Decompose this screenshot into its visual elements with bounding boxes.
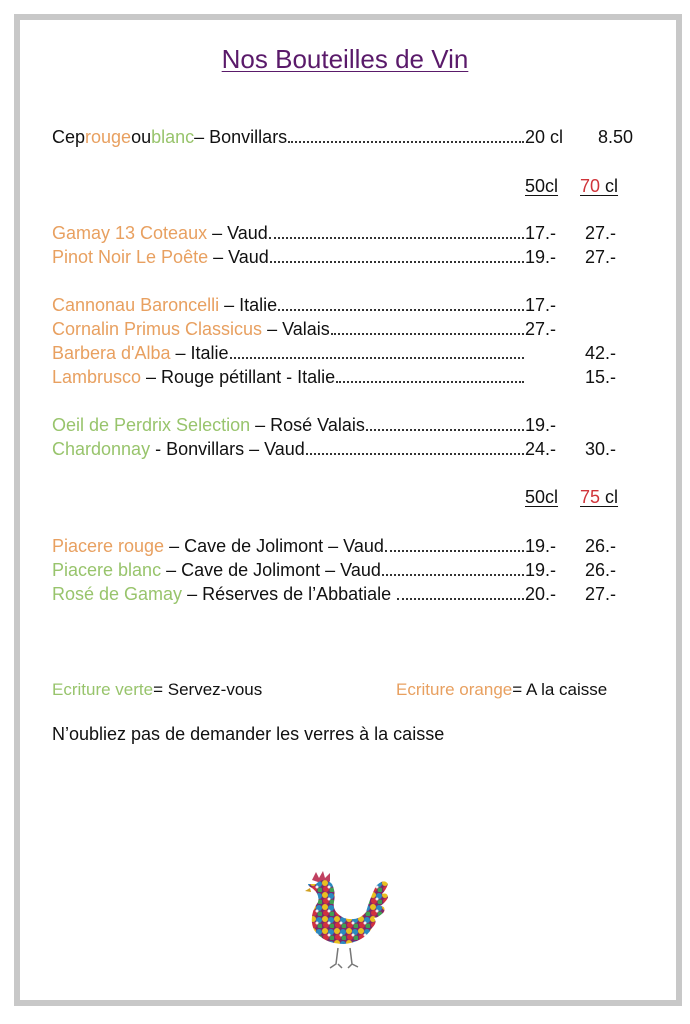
wine-row	[52, 535, 652, 557]
header-75-num: 75	[580, 487, 601, 507]
legend-orange	[396, 680, 607, 700]
price-large: 30.-	[585, 439, 617, 459]
wine-row	[52, 583, 652, 605]
cep-seg: rouge	[85, 127, 132, 147]
price-large: 27.-	[585, 223, 617, 243]
dotted-leader	[331, 318, 524, 335]
wine-label: Barbera d'Alba	[52, 343, 171, 363]
price-50cl: 17.-	[525, 223, 557, 243]
cep-seg: – Bonvillars	[194, 127, 288, 147]
wine-label: Piacere rouge	[52, 536, 165, 556]
price-50cl: 19.-	[525, 536, 557, 556]
wine-name	[52, 222, 524, 244]
price-large: 15.-	[585, 367, 617, 387]
dotted-leader	[270, 246, 524, 263]
page-title: Nos Bouteilles de Vin	[221, 44, 469, 74]
wine-origin: – Vaud	[208, 247, 269, 267]
wine-origin: – Cave de Jolimont – Vaud	[161, 560, 381, 580]
page-frame	[14, 14, 682, 1006]
wine-origin: – Valais	[262, 319, 330, 339]
wine-row	[52, 438, 652, 460]
dotted-leader	[382, 559, 524, 576]
price-large: 27.-	[585, 584, 617, 604]
dotted-leader	[397, 583, 524, 600]
header-70-num: 70	[580, 176, 601, 196]
wine-row	[52, 222, 652, 244]
wine-origin: – Réserves de l’Abbatiale	[182, 584, 397, 604]
wine-row	[52, 366, 652, 388]
wine-name	[52, 246, 524, 268]
dotted-leader	[269, 222, 524, 239]
price-large: 26.-	[585, 536, 617, 556]
cep-name	[52, 126, 524, 148]
cep-seg: blanc	[151, 127, 195, 147]
wine-row	[52, 414, 652, 436]
wine-row	[52, 246, 652, 268]
wine-label: Gamay 13 Coteaux	[52, 223, 208, 243]
header-50cl: 50cl	[525, 176, 559, 196]
wine-origin: – Italie	[219, 295, 278, 315]
chicken-illustration	[298, 868, 398, 972]
header-50cl: 50cl	[525, 487, 559, 507]
cep-price: 8.50	[598, 127, 634, 147]
dotted-leader	[366, 414, 524, 431]
wine-label: Rosé de Gamay	[52, 584, 183, 604]
dotted-leader	[230, 342, 524, 359]
wine-label: Pinot Noir Le Poête	[52, 247, 209, 267]
dotted-leader	[336, 366, 524, 383]
price-50cl: 19.-	[525, 247, 557, 267]
glasses-note: N’oubliez pas de demander les verres à la caisse	[52, 724, 445, 744]
dotted-leader	[385, 535, 524, 552]
size-header-2	[52, 486, 652, 508]
wine-origin: – Italie	[170, 343, 229, 363]
wine-row	[52, 559, 652, 581]
wine-label: Chardonnay	[52, 439, 151, 459]
header-70-unit: cl	[600, 176, 619, 196]
header-75-unit: cl	[600, 487, 619, 507]
wine-origin: – Cave de Jolimont – Vaud	[164, 536, 384, 556]
price-large: 42.-	[585, 343, 617, 363]
dotted-leader	[288, 126, 524, 143]
wine-name	[52, 294, 524, 316]
legend-green	[52, 680, 262, 700]
price-50cl: 27.-	[525, 319, 557, 339]
wine-origin: - Bonvillars – Vaud	[150, 439, 305, 459]
price-large: 27.-	[585, 247, 617, 267]
wine-label: Oeil de Perdrix Selection	[52, 415, 251, 435]
wine-name	[52, 535, 524, 557]
dotted-leader	[306, 438, 524, 455]
cep-seg: ou	[131, 127, 152, 147]
price-50cl: 24.-	[525, 439, 557, 459]
wine-name	[52, 559, 524, 581]
size-header-1	[52, 175, 652, 197]
price-50cl: 20.-	[525, 584, 557, 604]
wine-row	[52, 318, 652, 340]
wine-label: Piacere blanc	[52, 560, 162, 580]
price-50cl: 19.-	[525, 415, 557, 435]
wine-name	[52, 438, 524, 460]
wine-label: Cannonau Baroncelli	[52, 295, 220, 315]
legend-orange-label: Ecriture orange	[396, 680, 513, 699]
legend-green-text: = Servez-vous	[153, 680, 263, 699]
wine-row	[52, 342, 652, 364]
price-large: 26.-	[585, 560, 617, 580]
legend-green-label: Ecriture verte	[52, 680, 154, 699]
header-75cl	[580, 486, 618, 508]
cep-seg: Cep	[52, 127, 86, 147]
cep-row	[52, 126, 652, 148]
wine-origin: – Rouge pétillant - Italie	[141, 367, 336, 387]
wine-row	[52, 294, 652, 316]
cep-size: 20 cl	[525, 127, 564, 147]
wine-name	[52, 318, 524, 340]
wine-name	[52, 342, 524, 364]
header-70cl	[580, 175, 618, 197]
wine-origin: – Rosé Valais	[250, 415, 365, 435]
wine-label: Lambrusco	[52, 367, 142, 387]
price-50cl: 19.-	[525, 560, 557, 580]
dotted-leader	[278, 294, 524, 311]
wine-name	[52, 366, 524, 388]
wine-label: Cornalin Primus Classicus	[52, 319, 263, 339]
wine-origin: – Vaud	[207, 223, 268, 243]
legend-orange-text: = A la caisse	[512, 680, 608, 699]
wine-name	[52, 414, 524, 436]
price-50cl: 17.-	[525, 295, 557, 315]
wine-name	[52, 583, 524, 605]
